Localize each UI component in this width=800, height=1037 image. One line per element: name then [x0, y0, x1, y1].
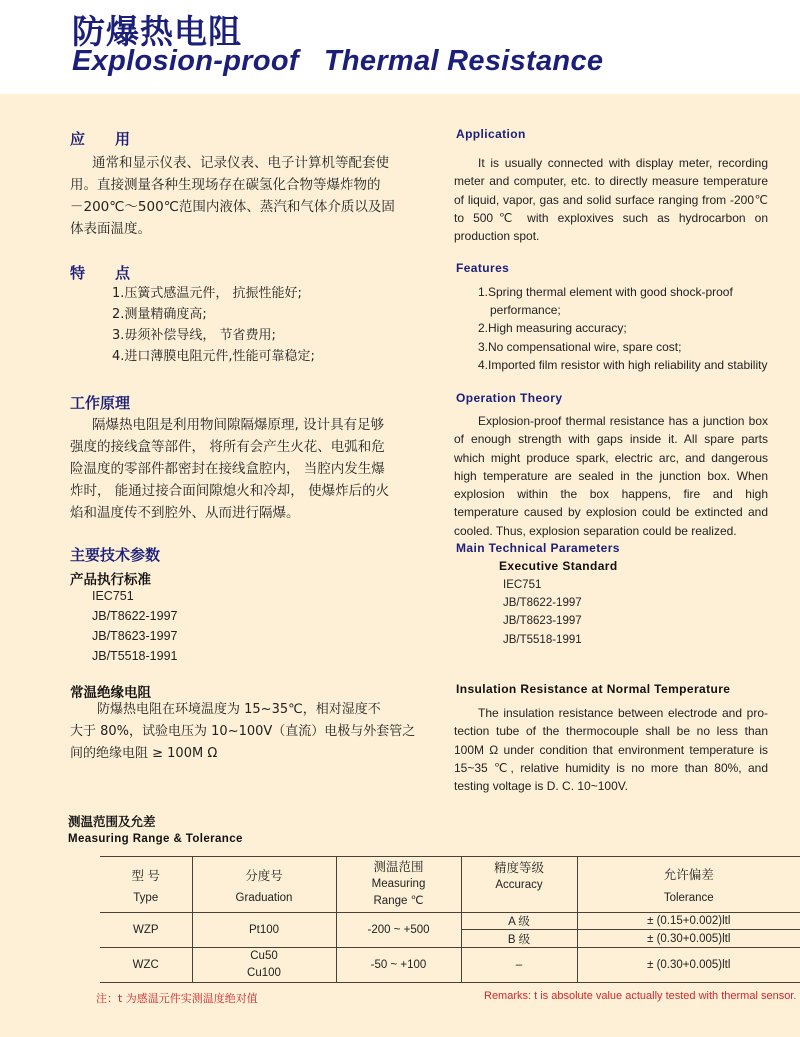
remark-en: Remarks: t is absolute value actually tested with thermal sensor.	[484, 990, 797, 1002]
standards-list-cn	[92, 586, 177, 666]
list-item: 3.毋须补偿导线， 节省费用;	[112, 328, 276, 343]
insulation-text-en: The insulation resistance between electrode and pro-tection tube of the thermocouple shall be no less than 100M Ω under condition that environment temperature is 15~35 ℃, relative humidity is no more than 80%, and testing voltage is D. C. 10~100V.	[454, 706, 768, 794]
table-row-wzc	[100, 948, 800, 983]
remark-cn: 注：t 为感温元件实测温度绝对值	[96, 992, 258, 1005]
standard-item: JB/T8622-1997	[92, 609, 178, 623]
header-acc-cn: 精度等级	[493, 861, 544, 875]
application-heading-cn: 应 用	[70, 130, 131, 148]
line: 间的绝缘电阻 ≥ 100M Ω	[70, 746, 218, 761]
header-grad-cn: 分度号	[245, 868, 283, 883]
header-graduation	[192, 857, 336, 913]
header-type-en: Type	[133, 891, 159, 904]
operation-heading-cn: 工作原理	[70, 394, 131, 412]
features-list-en	[478, 283, 767, 374]
standard-item: JB/T8623-1997	[503, 615, 582, 628]
insulation-heading-en: Insulation Resistance at Normal Temperature	[456, 682, 731, 696]
cell-tolerance: ± (0.30+0.005)ltl	[577, 930, 800, 948]
features-list-cn	[112, 284, 315, 368]
line: 隔爆热电阻是利用物间隙隔爆原理, 设计具有足够	[92, 417, 385, 433]
measuring-range-table	[100, 856, 800, 983]
graduation-cu50: Cu50	[250, 950, 278, 962]
standard-item: IEC751	[503, 579, 542, 591]
cell-graduation	[192, 948, 336, 983]
application-heading-en: Application	[456, 127, 526, 141]
standard-item: JB/T8622-1997	[503, 597, 582, 610]
list-item: 2.测量精确度高;	[112, 307, 207, 322]
list-item: 4.Imported film resistor with high reliability and stability	[478, 357, 768, 372]
line: 体表面温度。	[70, 221, 151, 237]
header-grad-en: Graduation	[235, 891, 293, 904]
features-heading-cn: 特 点	[70, 264, 131, 282]
operation-heading-en: Operation Theory	[456, 391, 563, 405]
list-item: 1.压簧式感温元件， 抗振性能好;	[112, 286, 302, 301]
title-english: Explosion-proof Thermal Resistance	[72, 45, 604, 77]
parameters-heading-cn: 主要技术参数	[70, 546, 161, 564]
line: 炸时， 能通过接合面间隙熄火和冷却， 使爆炸后的火	[70, 483, 390, 499]
cell-type: WZP	[100, 913, 192, 948]
header-type-cn: 型 号	[131, 868, 160, 883]
standard-item: JB/T5518-1991	[503, 633, 582, 646]
insulation-text-cn	[70, 699, 430, 765]
header-tolerance	[577, 857, 800, 913]
table-header-row	[100, 857, 800, 913]
list-item: 4.进口薄膜电阻元件,性能可靠稳定;	[112, 349, 315, 364]
cell-range: -50 ~ +100	[336, 948, 461, 983]
table-row-wzp-a	[100, 913, 800, 930]
list-item-continuation: performance;	[490, 303, 561, 318]
line: 强度的接线盒等部件， 将所有会产生火花、电弧和危	[70, 439, 385, 455]
header-range-cn: 测温范围	[373, 860, 424, 874]
cell-type: WZC	[100, 948, 192, 983]
header-range-en1: Measuring	[371, 878, 426, 890]
parameters-heading-en: Main Technical Parameters	[456, 541, 620, 555]
operation-text-cn	[70, 414, 420, 524]
cell-range: -200 ~ +500	[336, 913, 461, 948]
cell-tolerance: ± (0.15+0.002)ltl	[577, 913, 800, 930]
header-tol-cn: 允许偏差	[663, 868, 714, 882]
header-accuracy	[461, 857, 577, 913]
standard-heading-cn: 产品执行标准	[70, 572, 151, 588]
standard-item: JB/T5518-1991	[92, 649, 178, 663]
header-range	[336, 857, 461, 913]
cell-graduation: Pt100	[192, 913, 336, 948]
range-heading-cn: 测温范围及允差	[68, 814, 156, 829]
list-item: 1.Spring thermal element with good shock-proof	[478, 285, 733, 299]
cell-accuracy: A 级	[461, 913, 577, 930]
line: 防爆热电阻在环境温度为 15~35℃，相对湿度不	[97, 702, 381, 717]
standards-list-en	[503, 576, 582, 649]
title-chinese: 防爆热电阻	[72, 12, 242, 51]
application-text-cn	[70, 152, 420, 240]
line: 通常和显示仪表、记录仪表、电子计算机等配套使	[92, 155, 389, 171]
insulation-heading-cn: 常温绝缘电阻	[70, 685, 151, 701]
standard-heading-en: Executive Standard	[499, 559, 618, 573]
application-text-en: It is usually connected with display meter, recording meter and computer, etc. to directly measure temperature of liquid, vapor, gas and solid surface ranging from -200℃ to 500℃ with exploxives such as hydrocarbon on production spot.	[454, 156, 768, 244]
header-type	[100, 857, 192, 913]
cell-accuracy: B 级	[461, 930, 577, 948]
standard-item: IEC751	[92, 589, 134, 603]
header-range-en2: Range ℃	[373, 895, 424, 907]
operation-text-en: Explosion-proof thermal resistance has a junction box of enough strength with gaps inside it. All spare parts which might produce spark, electric arc, and dangerous high temperature are sealed in the junction box. When explosion within the box happens, fire and high temperature caused by explosion could be extincted and cooled. Thus, explosion separation could be realized.	[454, 414, 768, 538]
cell-tolerance: ± (0.30+0.005)ltl	[577, 948, 800, 983]
line: 大于 80%，试验电压为 10~100V（直流）电极与外套管之	[70, 724, 416, 739]
graduation-cu100: Cu100	[247, 967, 281, 979]
line: 险温度的零部件都密封在接线盒腔内， 当腔内发生爆	[70, 461, 385, 477]
features-heading-en: Features	[456, 261, 510, 275]
cell-accuracy: –	[461, 948, 577, 983]
page-header	[0, 0, 800, 94]
standard-item: JB/T8623-1997	[92, 629, 178, 643]
header-tol-en: Tolerance	[663, 892, 714, 904]
list-item: 2.High measuring accuracy;	[478, 321, 627, 336]
header-acc-en: Accuracy	[495, 879, 543, 891]
range-heading-en: Measuring Range & Tolerance	[68, 833, 243, 845]
list-item: 3.No compensational wire, spare cost;	[478, 339, 682, 354]
line: 用。直接测量各种生现场存在碳氢化合物等爆炸物的	[70, 177, 381, 193]
line: －200℃～500℃范围内液体、蒸汽和气体介质以及固	[70, 199, 395, 215]
line: 焰和温度传不到腔外、从而进行隔爆。	[70, 505, 300, 521]
